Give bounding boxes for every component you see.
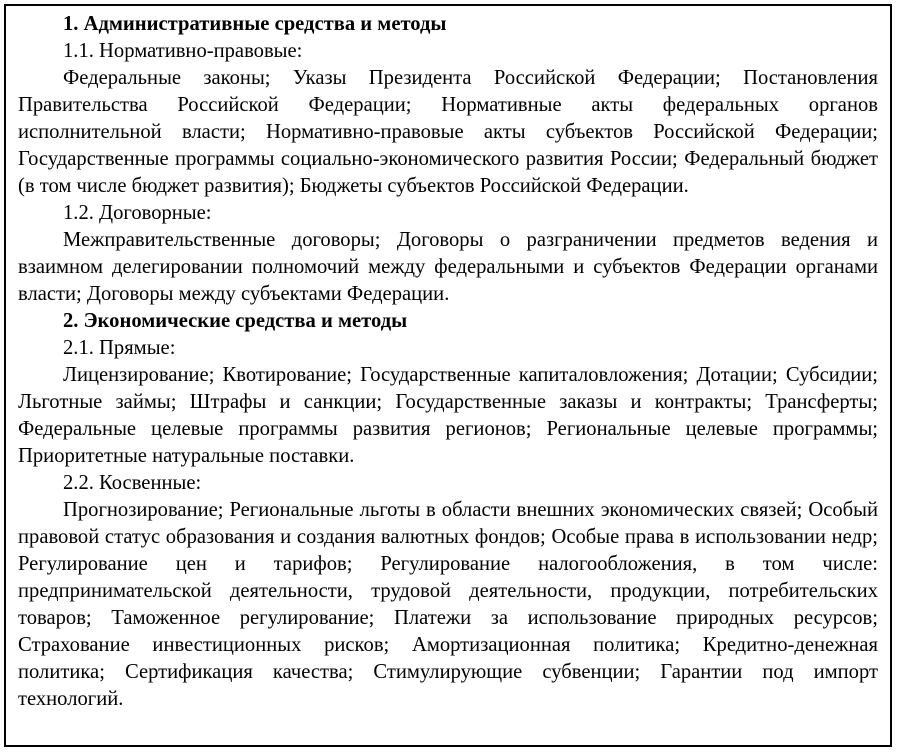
paragraph-contractual: Межправительственные договоры; Договоры о разграничении предметов ведения и взаимном делегировании полномочий между федеральными и субъектов Федерации органами власти; Договоры между субъектами Федерации. — [18, 229, 878, 305]
subsection-title-contractual: 1.2. Договорные: — [63, 202, 212, 224]
paragraph-indirect: Прогнозирование; Региональные льготы в области внешних экономических связей; Особый правовой статус образования и создания валютных фондов; Особые права в использовании недр; Регулирование цен и тарифов; Регулирование налогообложения, в том числе: предпринимательской деятельности, трудовой деятельности, продукции, потребительских товаров; Таможенное регулирование; Платежи за использование природных ресурсов; Страхование инвестиционных рисков; Амортизационная политика; Кредитно-денежная политика; Сертификация качества; Стимулирующие субвенции; Гарантии под импорт технологий. — [18, 499, 878, 710]
subsection-title-direct: 2.1. Прямые: — [63, 337, 176, 359]
document-frame — [4, 4, 892, 747]
section-heading-administrative: 1. Административные средства и методы — [63, 13, 447, 35]
subsection-title-indirect: 2.2. Косвенные: — [63, 472, 202, 494]
paragraph-direct: Лицензирование; Квотирование; Государственные капиталовложения; Дотации; Субсидии; Льготные займы; Штрафы и санкции; Государственные заказы и контракты; Трансферты; Федеральные целевые программы развития регионов; Региональные целевые программы; Приоритетные натуральные поставки. — [18, 364, 878, 467]
subsection-title-normative-legal: 1.1. Нормативно-правовые: — [63, 40, 303, 62]
section-heading-economic: 2. Экономические средства и методы — [63, 310, 408, 332]
paragraph-normative-legal: Федеральные законы; Указы Президента Российской Федерации; Постановления Правительства Российской Федерации; Нормативные акты федеральных органов исполнительной власти; Нормативно-правовые акты субъектов Российской Федерации; Государственные программы социально-экономического развития России; Федеральный бюджет (в том числе бюджет развития); Бюджеты субъектов Российской Федерации. — [18, 67, 878, 197]
